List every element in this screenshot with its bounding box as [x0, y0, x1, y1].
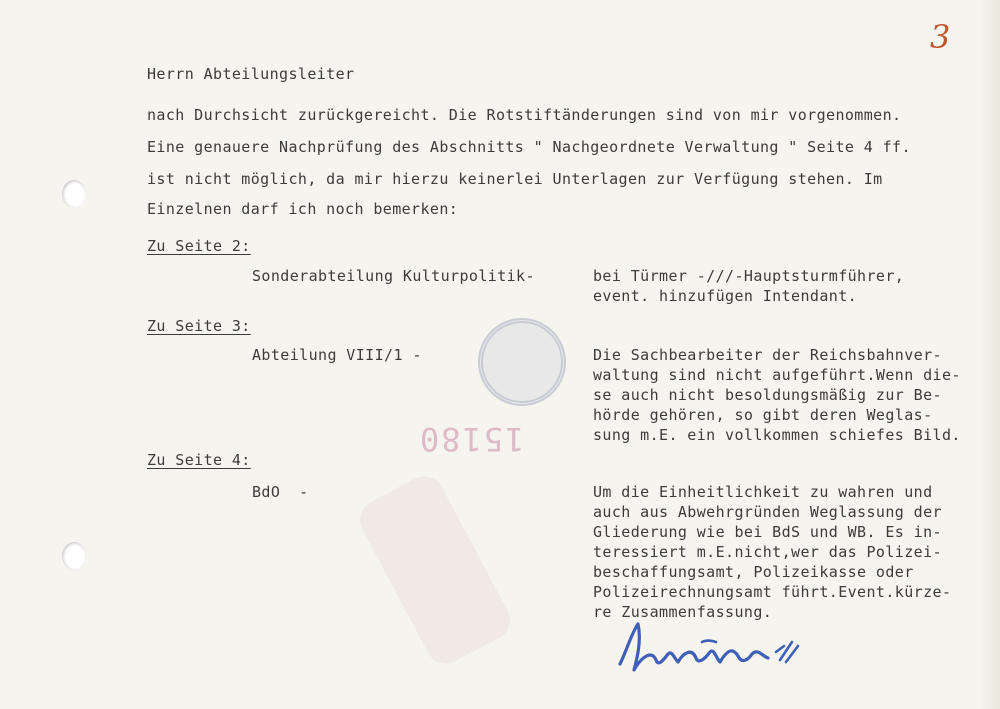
- handwritten-signature: [612, 612, 822, 682]
- section-note-line: Um die Einheitlichkeit zu wahren und: [593, 483, 933, 501]
- section-note-line: bei Türmer -///-Hauptsturmführer,: [593, 267, 905, 285]
- registry-number-stamp: 15180: [418, 420, 525, 458]
- section-note-line: re Zusammenfassung.: [593, 603, 773, 621]
- section-note-line: sung m.E. ein vollkommen schiefes Bild.: [593, 426, 961, 444]
- section-note-line: Gliederung wie bei BdS und WB. Es in-: [593, 523, 942, 541]
- section-heading: Zu Seite 2:: [147, 237, 251, 255]
- section-note-line: Polizeirechnungsamt führt.Event.kürze-: [593, 583, 952, 601]
- section-note-line: Die Sachbearbeiter der Reichsbahnver-: [593, 346, 942, 364]
- intro-line: nach Durchsicht zurückgereicht. Die Rotstiftänderungen sind von mir vorgenommen.: [147, 106, 902, 124]
- section-heading: Zu Seite 4:: [147, 451, 251, 469]
- punch-hole-top: [62, 180, 86, 208]
- section-heading: Zu Seite 3:: [147, 317, 251, 335]
- section-note-line: hörde gehören, so gibt deren Weglas-: [593, 406, 933, 424]
- blue-round-stamp: [478, 318, 566, 406]
- paper-edge: [980, 0, 1000, 709]
- salutation: Herrn Abteilungsleiter: [147, 65, 355, 83]
- intro-line: Eine genauere Nachprüfung des Abschnitts " Nachgeordnete Verwaltung " Seite 4 ff.: [147, 138, 911, 156]
- page-number: 3: [930, 18, 951, 56]
- section-item: BdO -: [252, 483, 309, 501]
- section-note-line: event. hinzufügen Intendant.: [593, 287, 858, 305]
- section-note-line: teressiert m.E.nicht,wer das Polizei-: [593, 543, 942, 561]
- section-note-line: beschaffungsamt, Polizeikasse oder: [593, 563, 914, 581]
- section-note-line: waltung sind nicht aufgeführt.Wenn die-: [593, 366, 961, 384]
- section-item: Sonderabteilung Kulturpolitik-: [252, 267, 535, 285]
- intro-line: ist nicht möglich, da mir hierzu keinerlei Unterlagen zur Verfügung stehen. Im: [147, 170, 883, 188]
- pink-smudge: [353, 469, 517, 670]
- section-item: Abteilung VIII/1 -: [252, 346, 422, 364]
- section-note-line: auch aus Abwehrgründen Weglassung der: [593, 503, 942, 521]
- intro-line: Einzelnen darf ich noch bemerken:: [147, 200, 459, 218]
- punch-hole-bottom: [62, 542, 86, 570]
- section-note-line: se auch nicht besoldungsmäßig zur Be-: [593, 386, 942, 404]
